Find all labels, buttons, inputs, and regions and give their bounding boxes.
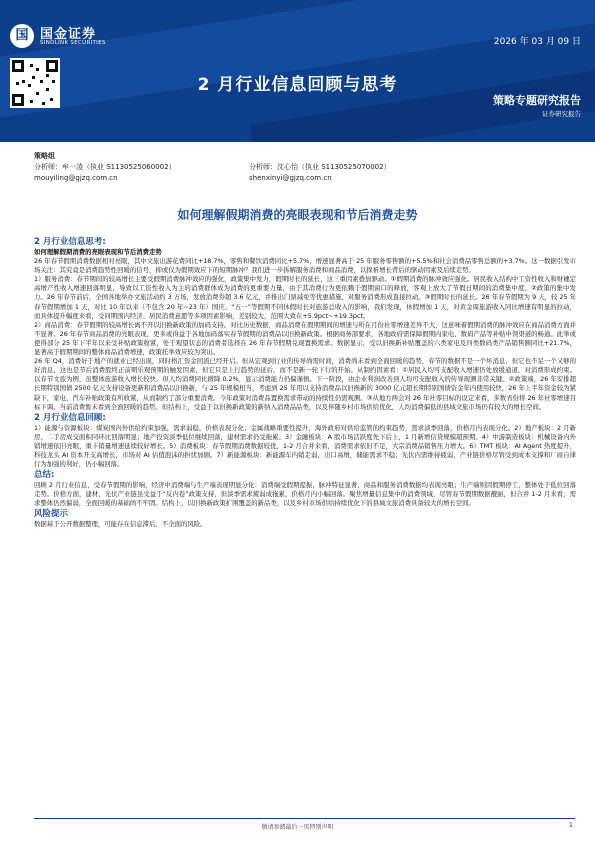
report-type: 策略专题研究报告 xyxy=(493,94,581,107)
analyst-name: 分析师：牟一凌（执业 S1130525060002） xyxy=(34,163,176,171)
footer-disclaimer: 敬请参阅最后一页特别声明 xyxy=(261,824,334,831)
section-heading: 2 月行业信息回顾: xyxy=(34,412,106,423)
section-heading: 2 月行业信息思考: xyxy=(34,237,106,247)
report-header xyxy=(0,0,595,142)
footer-divider xyxy=(34,818,575,819)
analyst-email[interactable]: shenxinyi@gjzq.com.cn xyxy=(249,174,332,182)
report-date: 2026 年 03 月 09 日 xyxy=(493,37,581,47)
report-headline: 如何理解假期消费的亮眼表现和节后消费走势 xyxy=(177,208,418,222)
company-name: 国金证券 xyxy=(40,27,97,42)
paragraph: 2）商品消费：春节假期的较高增长离不开以旧换新政策的加码支持。对比历史数据，商品消费在假期期间的增速与所在月份社零增速差异不大，这意味着假期消费的脉冲效应在商品消费方面并不显著。26 年春节商品消费的亮眼表现，更多或得益于各地加码落实春节假期的消费品以旧换新政策。根据商务部要求，各地政府需保障假期内家电、数码产品等补贴申领渠道的畅通。此举或使得部分 25 年下半年以来受补贴政策收紧，处于观望状态的消费者选择在 26 年春节假期兑现置换需求。数据显示，受以旧换新补贴覆盖的六类家电及四类数码类产品销售额同比+21.7%，显著高于假期期间的整体商品消费增速，政策托举效应较为突出。 xyxy=(34,320,576,357)
analyst-email[interactable]: mouyiling@gjzq.com.cn xyxy=(34,174,118,182)
section-heading: 总结: xyxy=(34,470,55,481)
paragraph: 1）能源与资源板块：煤炭国内外供给约束加强，需求弱稳，价格表现分化；金属战略重要性提升，海外政府对供给监管的约束趋势，需求淡季回落，价格月内表现分化。2）地产板块：2 月新房、二手房成交面积同环比回落明显；地产投资淡季低位继续回落，建材需求仍受拖累。3）金融板块：A 股市场活跃度先下后上，1 月新增信贷规模超预期。4）中游制造板块：机械设备内外销增速依旧亮眼，重卡销量增速延续较好增长。5）消费板块：春节假期消费数据较优，1-2 月合并来看，消费需求依旧不足，大宗消费品销售压力增大。6）TMT 板块：AI Agent 热度提升，科技龙头 AI 资本开支高增长，市场对 AI 估值泡沫的担忧加剧。7）新能源板块：新能源车内销走弱，出口高增，储能需求不稳；光伏内需维持疲弱，产业链价格尽管受到成本支撑和厂商自律行为加强的利好，仍小幅回落。 xyxy=(34,423,576,469)
paragraph: 1）服务消费：春节期间的较高增长主要受假期消费脉冲效应的强化，政策集中发力，假期时长的延长，这三重因素叠加驱动。①假期消费的脉冲效应强化。居民收入结构中工资性收入和财穗定高增产性收入增速回落明显，导致以工资性收入为主的消费群体成为消费的更重要力量，由于其消费行为更依赖于假期窗口的释放，客观上放大了节假日期间的消费集中度。②政策的集中发力。26 年春节前后，全国各地举办文旅活动约 3 万场，发放消费券超 3.6 亿元，并推出门票减免等优惠措施，对服务消费形成直接拉动。③假期时长的延长。26 年春节假期为 9 天，较 25 年春节假期增加 1 天，对比 10 年以来（不包含 20 年~23 年）国庆、“五一”等假期不同休假时长对旅游总收入的影响，我们发现，休假增加 1 天，对黄金周旅游收入同比增速有明显的拉动，而具体提升幅度来看，受同期国内经济、居民消费意愿等多项因素影响，差别较大，范围大致在+5.9pct~+19.3pct。 xyxy=(34,275,576,320)
company-logo-icon: 国 xyxy=(10,24,34,48)
report-title: 2 月行业信息回顾与思考 xyxy=(197,75,398,95)
section-heading: 风险提示 xyxy=(34,509,69,520)
report-subtype: 证券研究报告 xyxy=(542,110,581,118)
paragraph: 数据基于公开数据整理，可能存在信息滞后、不全面的风险。 xyxy=(34,520,207,529)
analyst-name: 分析师：沈心怡（执业 S1130525070002） xyxy=(249,163,391,171)
paragraph: 26 年春节假期消费数据相对亮眼，其中文旅出游花费同比+18.7%，零售和餐饮消费同比+5.7%，增速显著高于 25 年服务零售额的+5.5%和社会消费品零售总额的+3.7%。这一数据引发市场关注：其究竟是消费趋势性回暖的信号，抑或仅为假期效应下的短期脉冲？我们进一步拆解服务消费和商品消费，以探析增长背后的驱动因素及后续走势。 xyxy=(34,257,576,275)
subsection-heading: 如何理解假期消费的亮眼表现和节后消费走势 xyxy=(34,248,162,256)
analyst-info xyxy=(34,151,574,184)
team-label: 策略组 xyxy=(34,152,55,160)
page-number: 1 xyxy=(568,821,573,829)
paragraph: 26 年 Q4，消费好于地产的就业已经出现，同时格汇资金回流已经开启。但从宏观到行业的传导尚需时间，消费尚未看到全面回暖的趋势，春节的数据不是一个坏消息，但它也不足一个又够的好消息，这也是节后消费股终正前期乐观预期的触发因素，但它只是上行趋势的延后，而不是新一轮下行的开始。从制约因素看：①居民入均可支配收入增速仍处放缓通道，对消费形成约束。以春节文旅为例，虽整体旅游收入增长较快，但人均消费同比微降 0.2%，显示消费能力仍偏谨慎。下一阶段，由企业利润改善到人均可支配收入的传导现测非常关键。②政策端，26 年安排超长期特别国债 2500 亿元支持设备更新和消费品以旧换新，与 25 年规模相当，考虑到 25 年用以支持消费品以旧换新的 3000 亿元超长期特别国债资金年内使用较快，26 年上半年资金较为紧缺下，家电、汽车补贴政策有所收紧，从而制约了部分重要消费。今年政策对消费品置换需求带动的持续性仍需观测。③从地方两会对 26 年社零目标的设定来看，多数省份将 26 年社零增速目标下调。当前消费暂未看到全面回暖的趋势。但结构上，受益于以旧换新政策的新纳入消费品品类，以及伴随乡村市场供给优化，人均消费偏低的县域文旅市场仍有较大的增长空间。 xyxy=(34,357,576,411)
paragraph: 回顾 2 月行业信息，受春节假期的影响，经济中消费端与生产端表现明显分化：消费端受假期提振，脉冲特征显著，商品和服务消费数据均表现亮眼；生产端则因假期停工，整体处于低位回落走势。价格方面，建材、光伏产业链虽受益于“反内卷”政策支持，但淡季需求疲弱成拖累，价格月内小幅回落。聚焦增量信息集中的消费领域，尽管春节假期数据靓丽，但合并 1-2 月来看，需求整体仍然偏弱，全面回暖的基础尚不牢固。结构上，以旧换新政策扩围覆盖的新品类，以及乡村市场供给持续优化下的县域文旅消费具备较大的增长空间。 xyxy=(34,481,576,508)
report-body xyxy=(34,236,576,530)
company-name-en: SINOLINK SECURITIES xyxy=(40,40,106,46)
